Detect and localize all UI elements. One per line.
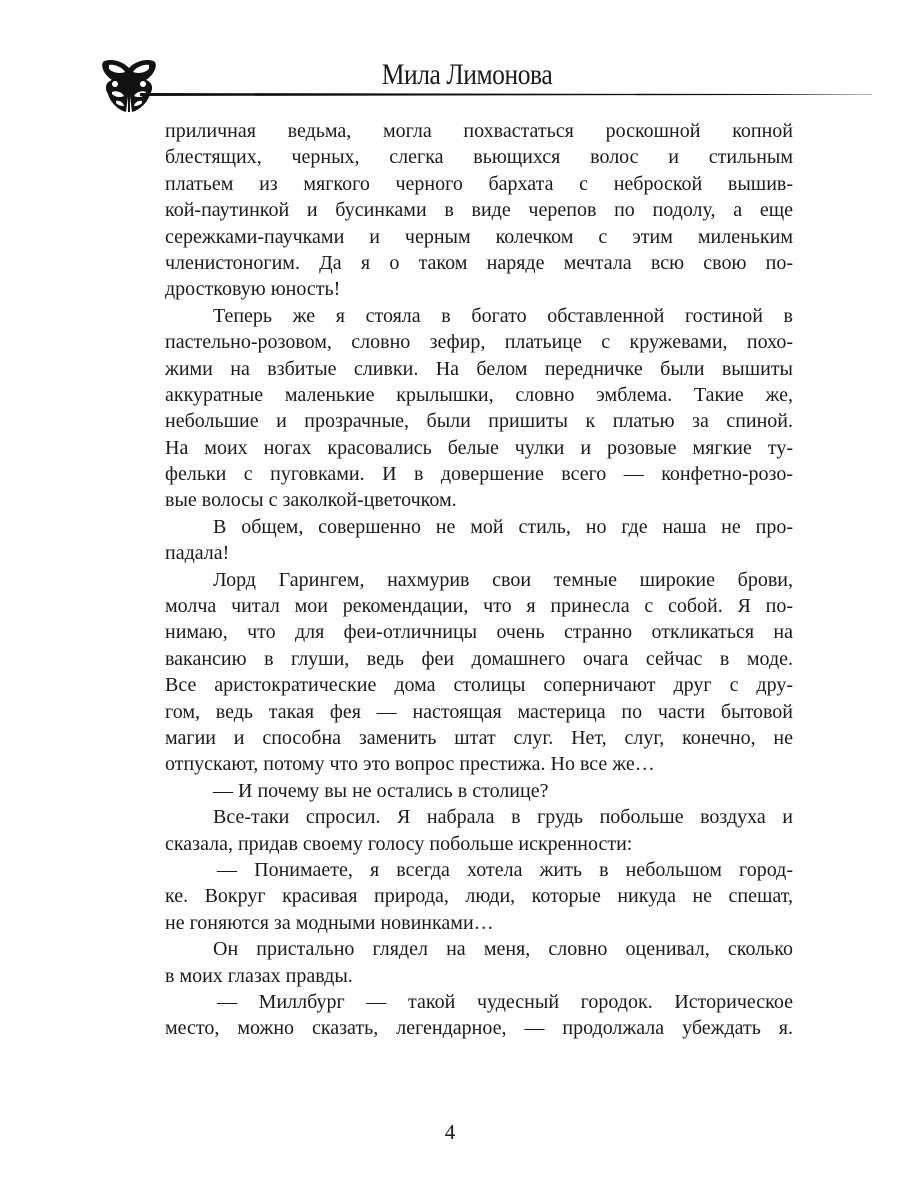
text-line: не гоняются за модными новинками… <box>165 911 494 934</box>
running-head-author: Мила Лимонова <box>381 58 553 91</box>
text-line: Лорд Гарингем, нахмурив свои темные широкие брови, <box>213 568 793 591</box>
text-line: ке. Вокруг красивая природа, люди, которые никуда не спешат, <box>165 885 793 908</box>
text-line: магии и способна заменить штат слуг. Нет, слуг, конечно, не <box>165 726 793 749</box>
text-line: отпускают, потому что это вопрос престижа. Но все же… <box>165 753 655 776</box>
page-number: 4 <box>444 1120 456 1144</box>
text-line: молча читал мои рекомендации, что я принесла с собой. Я по- <box>165 595 793 618</box>
text-line: падала! <box>165 542 230 565</box>
header-rule <box>140 93 872 96</box>
text-line: платьем из мягкого черного бархата с неброской вышив- <box>165 172 793 195</box>
text-line: гом, ведь такая фея — настоящая мастерица по части бытовой <box>165 700 793 723</box>
text-line: вакансию в глуши, ведь феи домашнего очага сейчас в моде. <box>165 647 793 670</box>
text-line: Он пристально глядел на меня, словно оценивал, сколько <box>213 938 793 961</box>
text-line: Теперь же я стояла в богато обставленной гостиной в <box>213 304 793 327</box>
text-line: дростковую юность! <box>165 278 341 301</box>
text-line: небольшие и прозрачные, были пришиты к платью за спиной. <box>165 410 793 433</box>
text-line: членистоногим. Да я о таком наряде мечтала всю свою по- <box>165 251 793 274</box>
body-text <box>165 118 793 1042</box>
text-line: в моих глазах правды. <box>165 964 353 987</box>
text-line: вые волосы с заколкой-цветочком. <box>165 489 457 512</box>
text-line: Все аристократические дома столицы соперничают друг с дру- <box>165 674 793 697</box>
text-line: На моих ногах красовались белые чулки и розовые мягкие ту- <box>165 436 793 459</box>
text-line: аккуратные маленькие крылышки, словно эмблема. Такие же, <box>165 383 793 406</box>
text-line: — Миллбург — такой чудесный городок. Историческое <box>217 990 793 1013</box>
text-line: В общем, совершенно не мой стиль, но где наша не про- <box>213 515 793 538</box>
text-line: кой-паутинкой и бусинками в виде черепов по подолу, а еще <box>165 199 793 222</box>
text-line: приличная ведьма, могла похвастаться роскошной копной <box>165 120 793 142</box>
text-line: Все-таки спросил. Я набрала в грудь побольше воздуха и <box>213 806 793 829</box>
text-line: сережками-паучками и черным колечком с этим миленьким <box>165 225 793 248</box>
text-line: место, можно сказать, легендарное, — продолжала убеждать я. <box>165 1017 793 1040</box>
text-line: фельки с пуговками. И в довершение всего — конфетно-розо- <box>165 463 793 486</box>
text-line: — Понимаете, я всегда хотела жить в небольшом город- <box>217 858 793 881</box>
text-line: — И почему вы не остались в столице? <box>213 779 549 802</box>
text-line: жими на взбитые сливки. На белом передничке были вышиты <box>165 357 793 380</box>
text-line: блестящих, черных, слегка вьющихся волос и стильным <box>165 146 793 169</box>
text-line: пастельно-розовом, словно зефир, платьице с кружевами, похо- <box>165 331 793 354</box>
text-line: сказала, придав своему голосу побольше искренности: <box>165 832 633 855</box>
text-line: нимаю, что для феи-отличницы очень странно откликаться на <box>165 621 793 644</box>
